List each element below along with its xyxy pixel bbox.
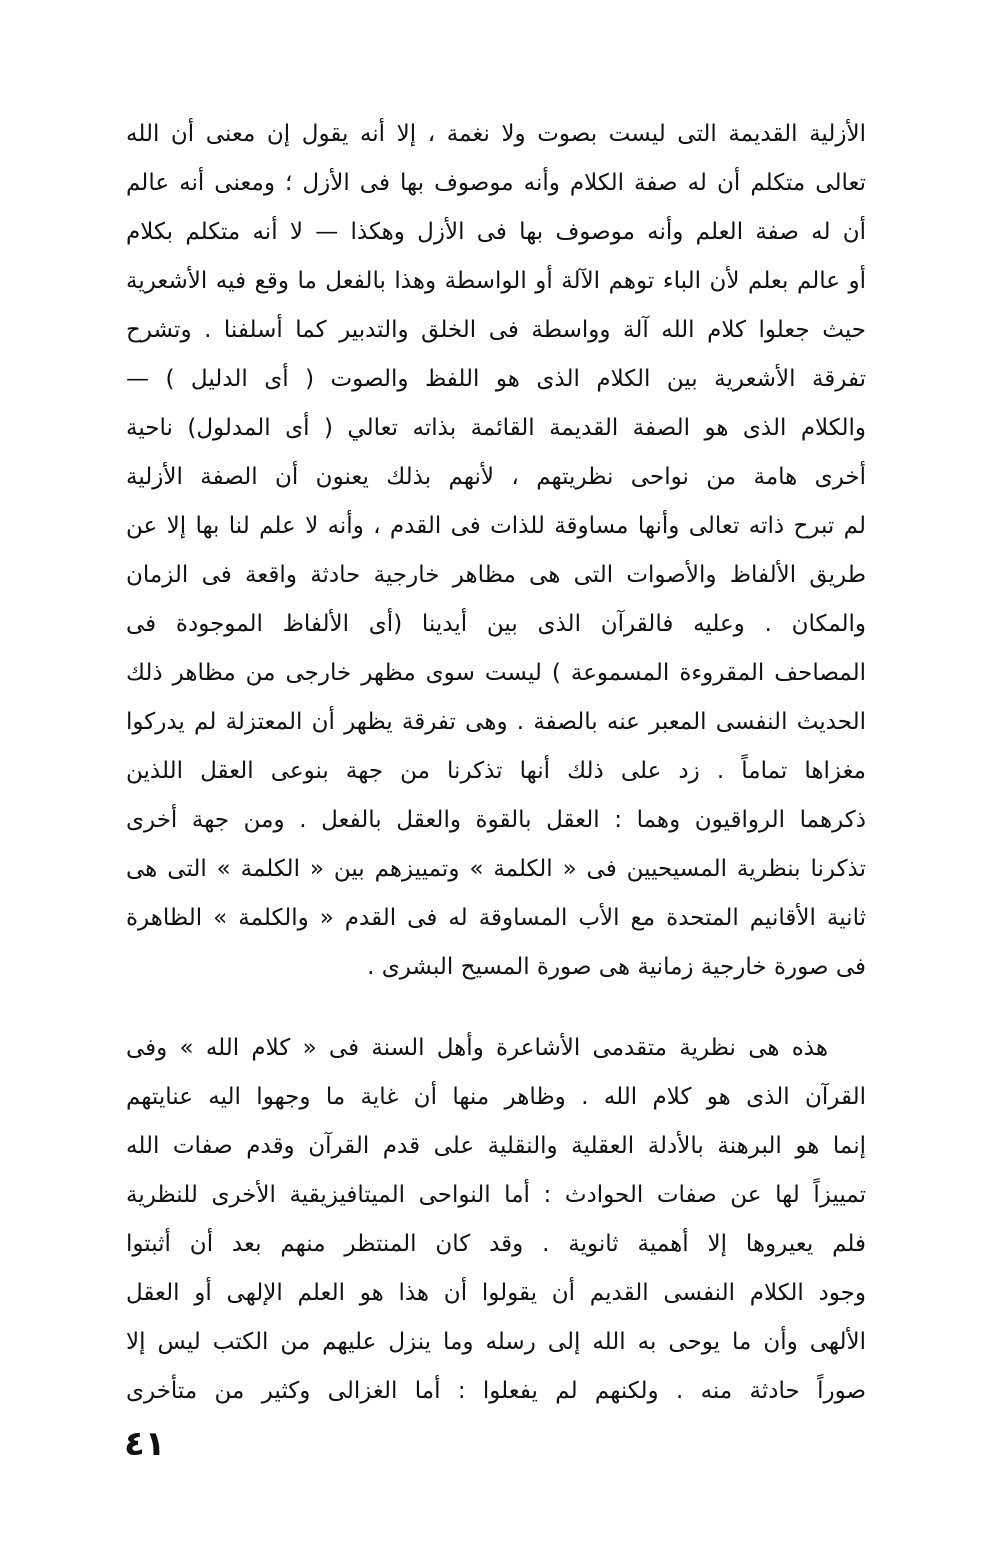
text-line: المصاحف المقروءة المسموعة ) ليست سوى مظهر خارجى من مظاهر ذلك: [126, 660, 866, 686]
text-line: القرآن الذى هو كلام الله . وظاهر منها أن غاية ما وجهوا اليه عنايتهم: [126, 1084, 866, 1110]
text-line: تعالى متكلم أن له صفة الكلام وأنه موصوف بها فى الأزل ؛ ومعنى أنه عالم: [126, 170, 866, 196]
paragraph-2: [126, 1024, 866, 1416]
page-number: ٤١: [124, 1424, 166, 1464]
text-line: وجود الكلام النفسى القديم أن يقولوا أن هذا هو العلم الإلهى أو العقل: [126, 1280, 866, 1306]
text-line: الأزلية القديمة التى ليست بصوت ولا نغمة ، إلا أنه يقول إن معنى أن الله: [126, 121, 866, 147]
paragraph-1: [126, 110, 866, 992]
text-line: تمييزاً لها عن صفات الحوادث : أما النواحى الميتافيزيقية الأخرى للنظرية: [126, 1182, 866, 1208]
text-line: والمكان . وعليه فالقرآن الذى بين أيدينا (أى الألفاظ الموجودة فى: [126, 611, 866, 637]
text-line: أو عالم بعلم لأن الباء توهم الآلة أو الواسطة وهذا بالفعل ما وقع فيه الأشعرية: [126, 268, 866, 294]
text-line: والكلام الذى هو الصفة القديمة القائمة بذاته تعالي ( أى المدلول) ناحية: [126, 415, 866, 441]
text-line: فى صورة خارجية زمانية هى صورة المسيح البشرى .: [367, 954, 866, 980]
text-line: هذه هى نظرية متقدمى الأشاعرة وأهل السنة فى « كلام الله » وفى: [126, 1035, 828, 1061]
text-line: طريق الألفاظ والأصوات التى هى مظاهر خارجية حادثة واقعة فى الزمان: [126, 562, 866, 588]
text-line: إنما هو البرهنة بالأدلة العقلية والنقلية على قدم القرآن وقدم صفات الله: [126, 1133, 866, 1159]
text-line: أن له صفة العلم وأنه موصوف بها فى الأزل وهكذا — لا أنه متكلم بكلام: [126, 219, 866, 245]
text-line: صوراً حادثة منه . ولكنهم لم يفعلوا : أما الغزالى وكثير من متأخرى: [126, 1378, 866, 1404]
text-line: فلم يعيروها إلا أهمية ثانوية . وقد كان المنتظر منهم بعد أن أثبتوا: [126, 1231, 866, 1257]
text-line: حيث جعلوا كلام الله آلة وواسطة فى الخلق والتدبير كما أسلفنا . وتشرح: [126, 317, 866, 343]
text-line: لم تبرح ذاته تعالى وأنها مساوقة للذات فى القدم ، وأنه لا علم لنا بها إلا عن: [126, 513, 866, 539]
text-line: تفرقة الأشعرية بين الكلام الذى هو اللفظ والصوت ( أى الدليل ) —: [126, 366, 866, 392]
text-line: ذكرهما الرواقيون وهما : العقل بالقوة والعقل بالفعل . ومن جهة أخرى: [126, 807, 866, 833]
text-line: ثانية الأقانيم المتحدة مع الأب المساوقة له فى القدم « والكلمة » الظاهرة: [126, 905, 866, 931]
text-line: أخرى هامة من نواحى نظريتهم ، لأنهم بذلك يعنون أن الصفة الأزلية: [126, 464, 866, 490]
text-line: الحديث النفسى المعبر عنه بالصفة . وهى تفرقة يظهر أن المعتزلة لم يدركوا: [126, 709, 866, 735]
text-line: تذكرنا بنظرية المسيحيين فى « الكلمة » وتمييزهم بين « الكلمة » التى هى: [126, 856, 866, 882]
text-line: مغزاها تماماً . زد على ذلك أنها تذكرنا من جهة بنوعى العقل اللذين: [126, 758, 866, 784]
text-line: الألهى وأن ما يوحى به الله إلى رسله وما ينزل عليهم من الكتب ليس إلا: [126, 1329, 866, 1355]
